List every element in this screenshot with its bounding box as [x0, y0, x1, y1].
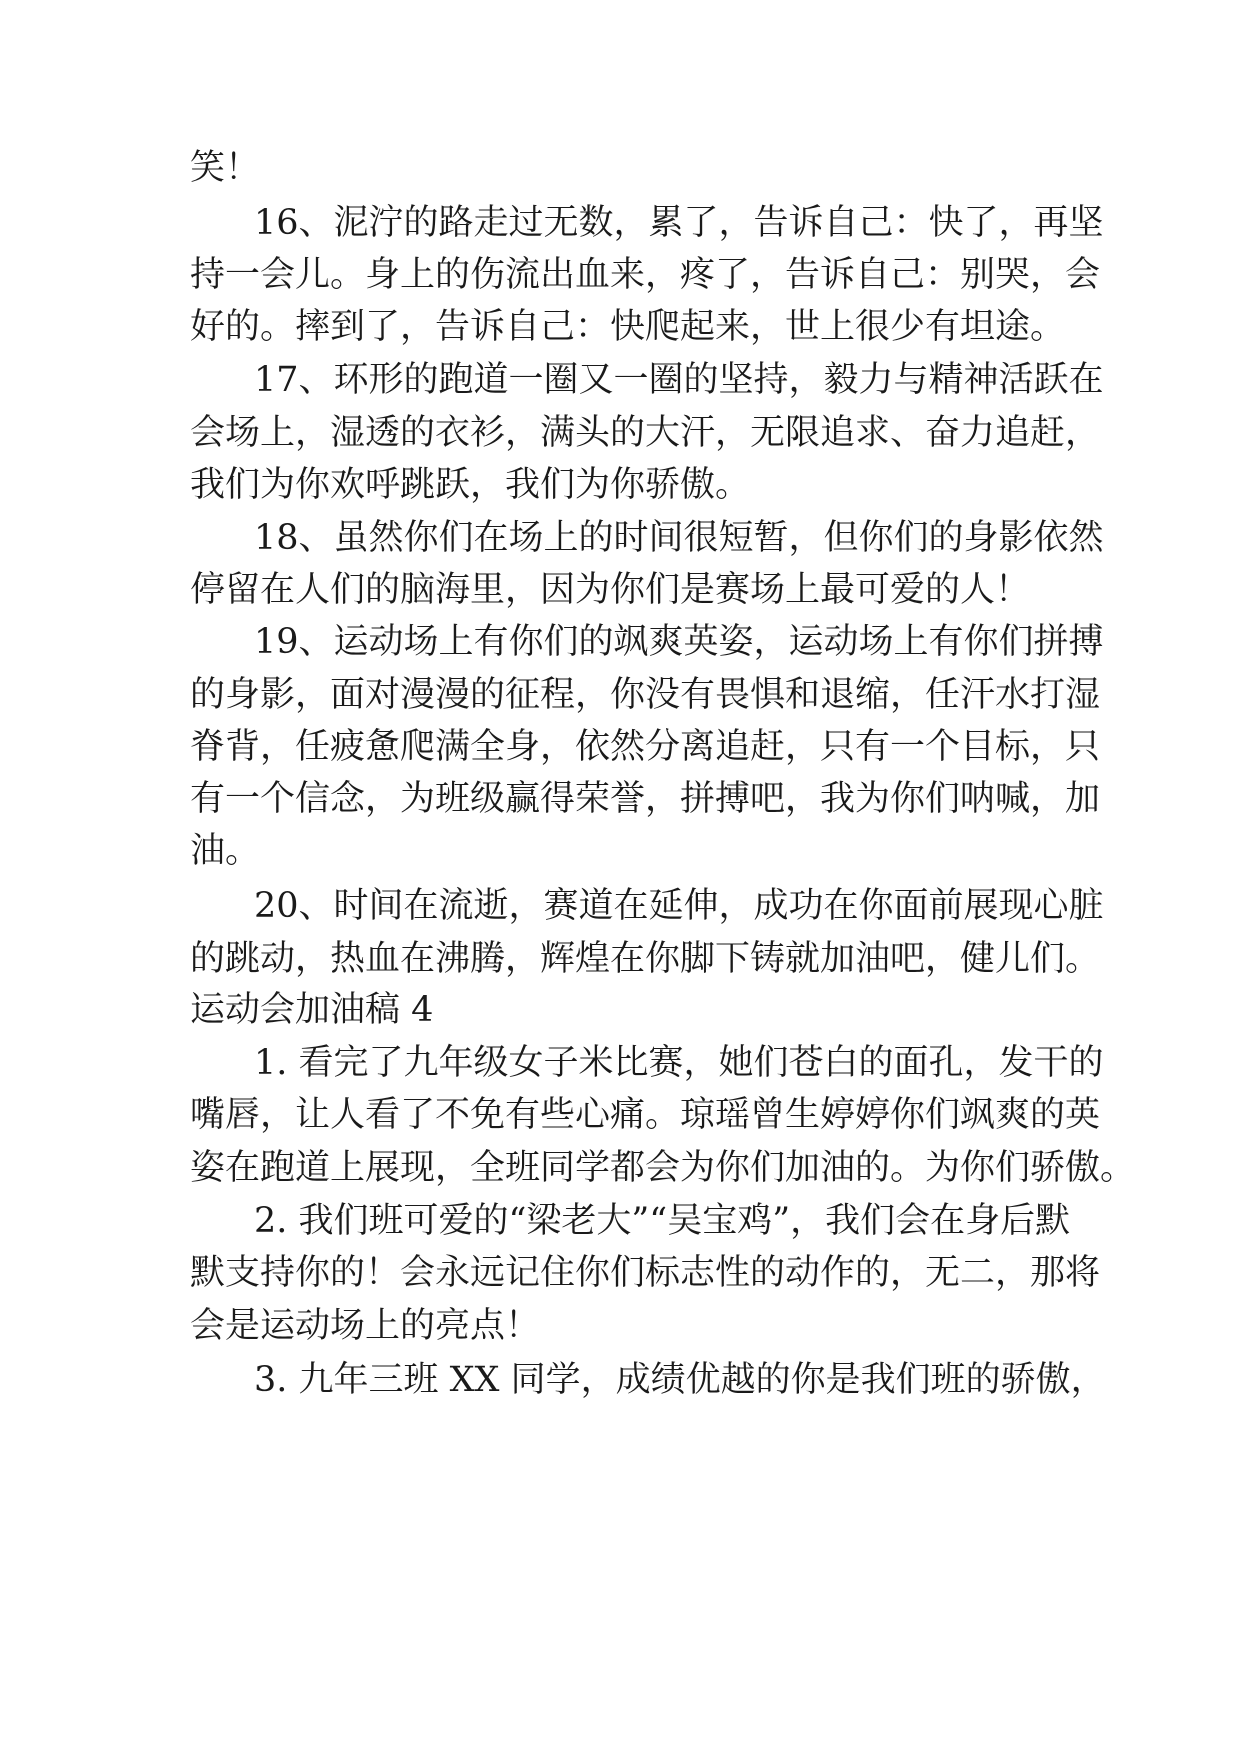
text-line: 会是运动场上的亮点！	[190, 1306, 541, 1346]
text-line: 会场上，湿透的衣衫，满头的大汗，无限追求、奋力追赶，	[190, 413, 1101, 453]
text-line: 有一个信念，为班级赢得荣誉，拼搏吧，我为你们呐喊，加	[190, 779, 1101, 819]
paragraph-20-line: 20、时间在流逝，赛道在延伸，成功在你面前展现心脏	[254, 886, 1104, 926]
paragraph-16-line: 16、泥泞的路走过无数，累了，告诉自己：快了，再坚	[254, 203, 1104, 243]
paragraph-19-line: 19、运动场上有你们的飒爽英姿，运动场上有你们拼搏	[254, 622, 1104, 662]
text-line: 好的。摔到了，告诉自己：快爬起来，世上很少有坦途。	[190, 307, 1066, 347]
text-line: 停留在人们的脑海里，因为你们是赛场上最可爱的人！	[190, 570, 1031, 610]
text-line: 我们为你欢呼跳跃，我们为你骄傲。	[190, 465, 751, 505]
text-line: 持一会儿。身上的伤流出血来，疼了，告诉自己：别哭，会	[190, 255, 1101, 295]
item-3-line: 3. 九年三班 XX 同学，成绩优越的你是我们班的骄傲，	[254, 1360, 1106, 1400]
item-1-line: 1. 看完了九年级女子米比赛，她们苍白的面孔，发干的	[254, 1043, 1104, 1083]
section-heading: 运动会加油稿 4	[190, 990, 434, 1030]
text-line: 姿在跑道上展现，全班同学都会为你们加油的。为你们骄傲。	[190, 1148, 1136, 1188]
text-line: 油。	[190, 831, 261, 871]
item-2-line: 2. 我们班可爱的“梁老大”“吴宝鸡”，我们会在身后默	[254, 1201, 1071, 1241]
paragraph-18-line: 18、虽然你们在场上的时间很短暂，但你们的身影依然	[254, 518, 1104, 558]
text-line: 脊背，任疲惫爬满全身，依然分离追赶，只有一个目标，只	[190, 727, 1101, 767]
text-line: 的跳动，热血在沸腾，辉煌在你脚下铸就加油吧，健儿们。	[190, 939, 1101, 979]
text-line: 的身影，面对漫漫的征程，你没有畏惧和退缩，任汗水打湿	[190, 675, 1101, 715]
text-line: 嘴唇，让人看了不免有些心痛。琼瑶曾生婷婷你们飒爽的英	[190, 1095, 1101, 1135]
paragraph-17-line: 17、环形的跑道一圈又一圈的坚持，毅力与精神活跃在	[254, 360, 1104, 400]
text-line: 默支持你的！会永远记住你们标志性的动作的，无二，那将	[190, 1253, 1101, 1293]
text-line: 笑！	[190, 148, 261, 188]
